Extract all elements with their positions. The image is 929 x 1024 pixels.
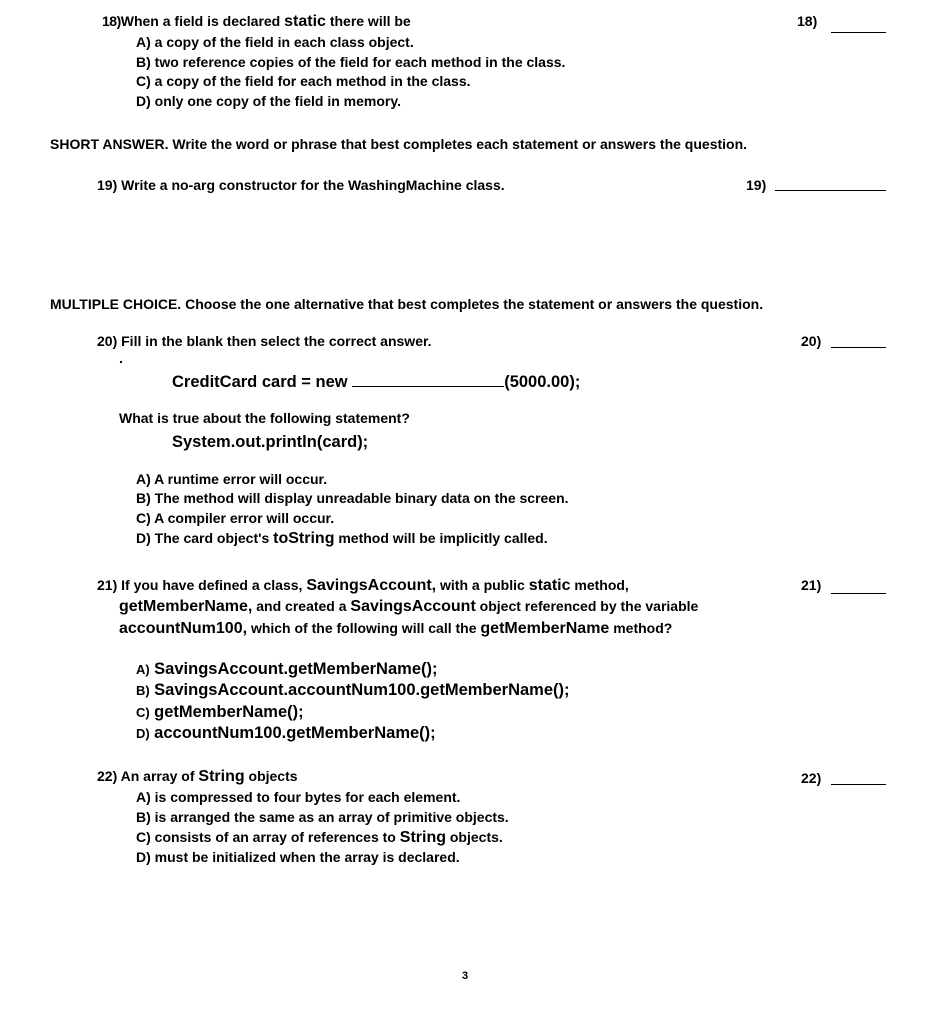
code-statement: System.out.println(card); (172, 433, 369, 451)
answer-blank (831, 347, 886, 348)
question-21-line-2: getMemberName, and created a SavingsAccount object referenced by the variable (119, 598, 699, 615)
question-18-stem: 18)When a field is declared static there will be (102, 13, 411, 30)
option-a: A) is compressed to four bytes for each element. (136, 789, 461, 805)
answer-label: 18) (797, 13, 818, 29)
question-21-line-1: 21) If you have defined a class, SavingsAccount, with a public static method, (97, 577, 629, 594)
question-22-stem: 22) An array of String objects (97, 768, 298, 785)
question-number: 18) (102, 13, 121, 29)
option-c: C) A compiler error will occur. (136, 510, 335, 526)
answer-blank (775, 190, 886, 191)
question-21-line-3: accountNum100, which of the following will call the getMemberName method? (119, 620, 673, 637)
option-d: D) must be initialized when the array is declared. (136, 849, 460, 865)
option-d: D) The card object's toString method will be implicitly called. (136, 530, 548, 547)
multiple-choice-header: MULTIPLE CHOICE. Choose the one alternative that best completes the statement or answers the question. (50, 296, 764, 312)
option-b: B) two reference copies of the field for each method in the class. (136, 54, 566, 70)
option-b: B) is arranged the same as an array of primitive objects. (136, 809, 509, 825)
option-a: A) A runtime error will occur. (136, 471, 328, 487)
answer-blank (831, 593, 886, 594)
code-line: CreditCard card = new (5000.00); (172, 373, 581, 391)
question-20-stem: 20) Fill in the blank then select the correct answer. (97, 333, 432, 349)
option-c: C) consists of an array of references to String objects. (136, 829, 503, 846)
option-c: C) getMemberName(); (136, 703, 304, 721)
option-c: C) a copy of the field for each method in the class. (136, 73, 471, 89)
option-b: B) The method will display unreadable binary data on the screen. (136, 490, 569, 506)
option-b: B) SavingsAccount.accountNum100.getMemberName(); (136, 681, 570, 699)
keyword-tostring: toString (273, 530, 335, 547)
fill-in-blank (352, 373, 504, 387)
answer-blank (831, 32, 886, 33)
option-d: D) only one copy of the field in memory. (136, 93, 401, 109)
short-answer-header: SHORT ANSWER. Write the word or phrase that best completes each statement or answers the question. (50, 136, 748, 152)
answer-blank (831, 784, 886, 785)
question-20-subquestion: What is true about the following statement? (119, 410, 410, 426)
page-number: 3 (462, 970, 469, 982)
answer-label: 20) (801, 333, 822, 349)
answer-label: 22) (801, 770, 822, 786)
answer-label: 19) (746, 177, 767, 193)
keyword-static: static (284, 13, 326, 30)
option-a: A) SavingsAccount.getMemberName(); (136, 660, 438, 678)
question-19-stem: 19) Write a no-arg constructor for the WashingMachine class. (97, 177, 505, 193)
answer-label: 21) (801, 577, 822, 593)
option-d: D) accountNum100.getMemberName(); (136, 724, 436, 742)
option-a: A) a copy of the field in each class object. (136, 34, 414, 50)
stray-dot: . (119, 350, 123, 366)
